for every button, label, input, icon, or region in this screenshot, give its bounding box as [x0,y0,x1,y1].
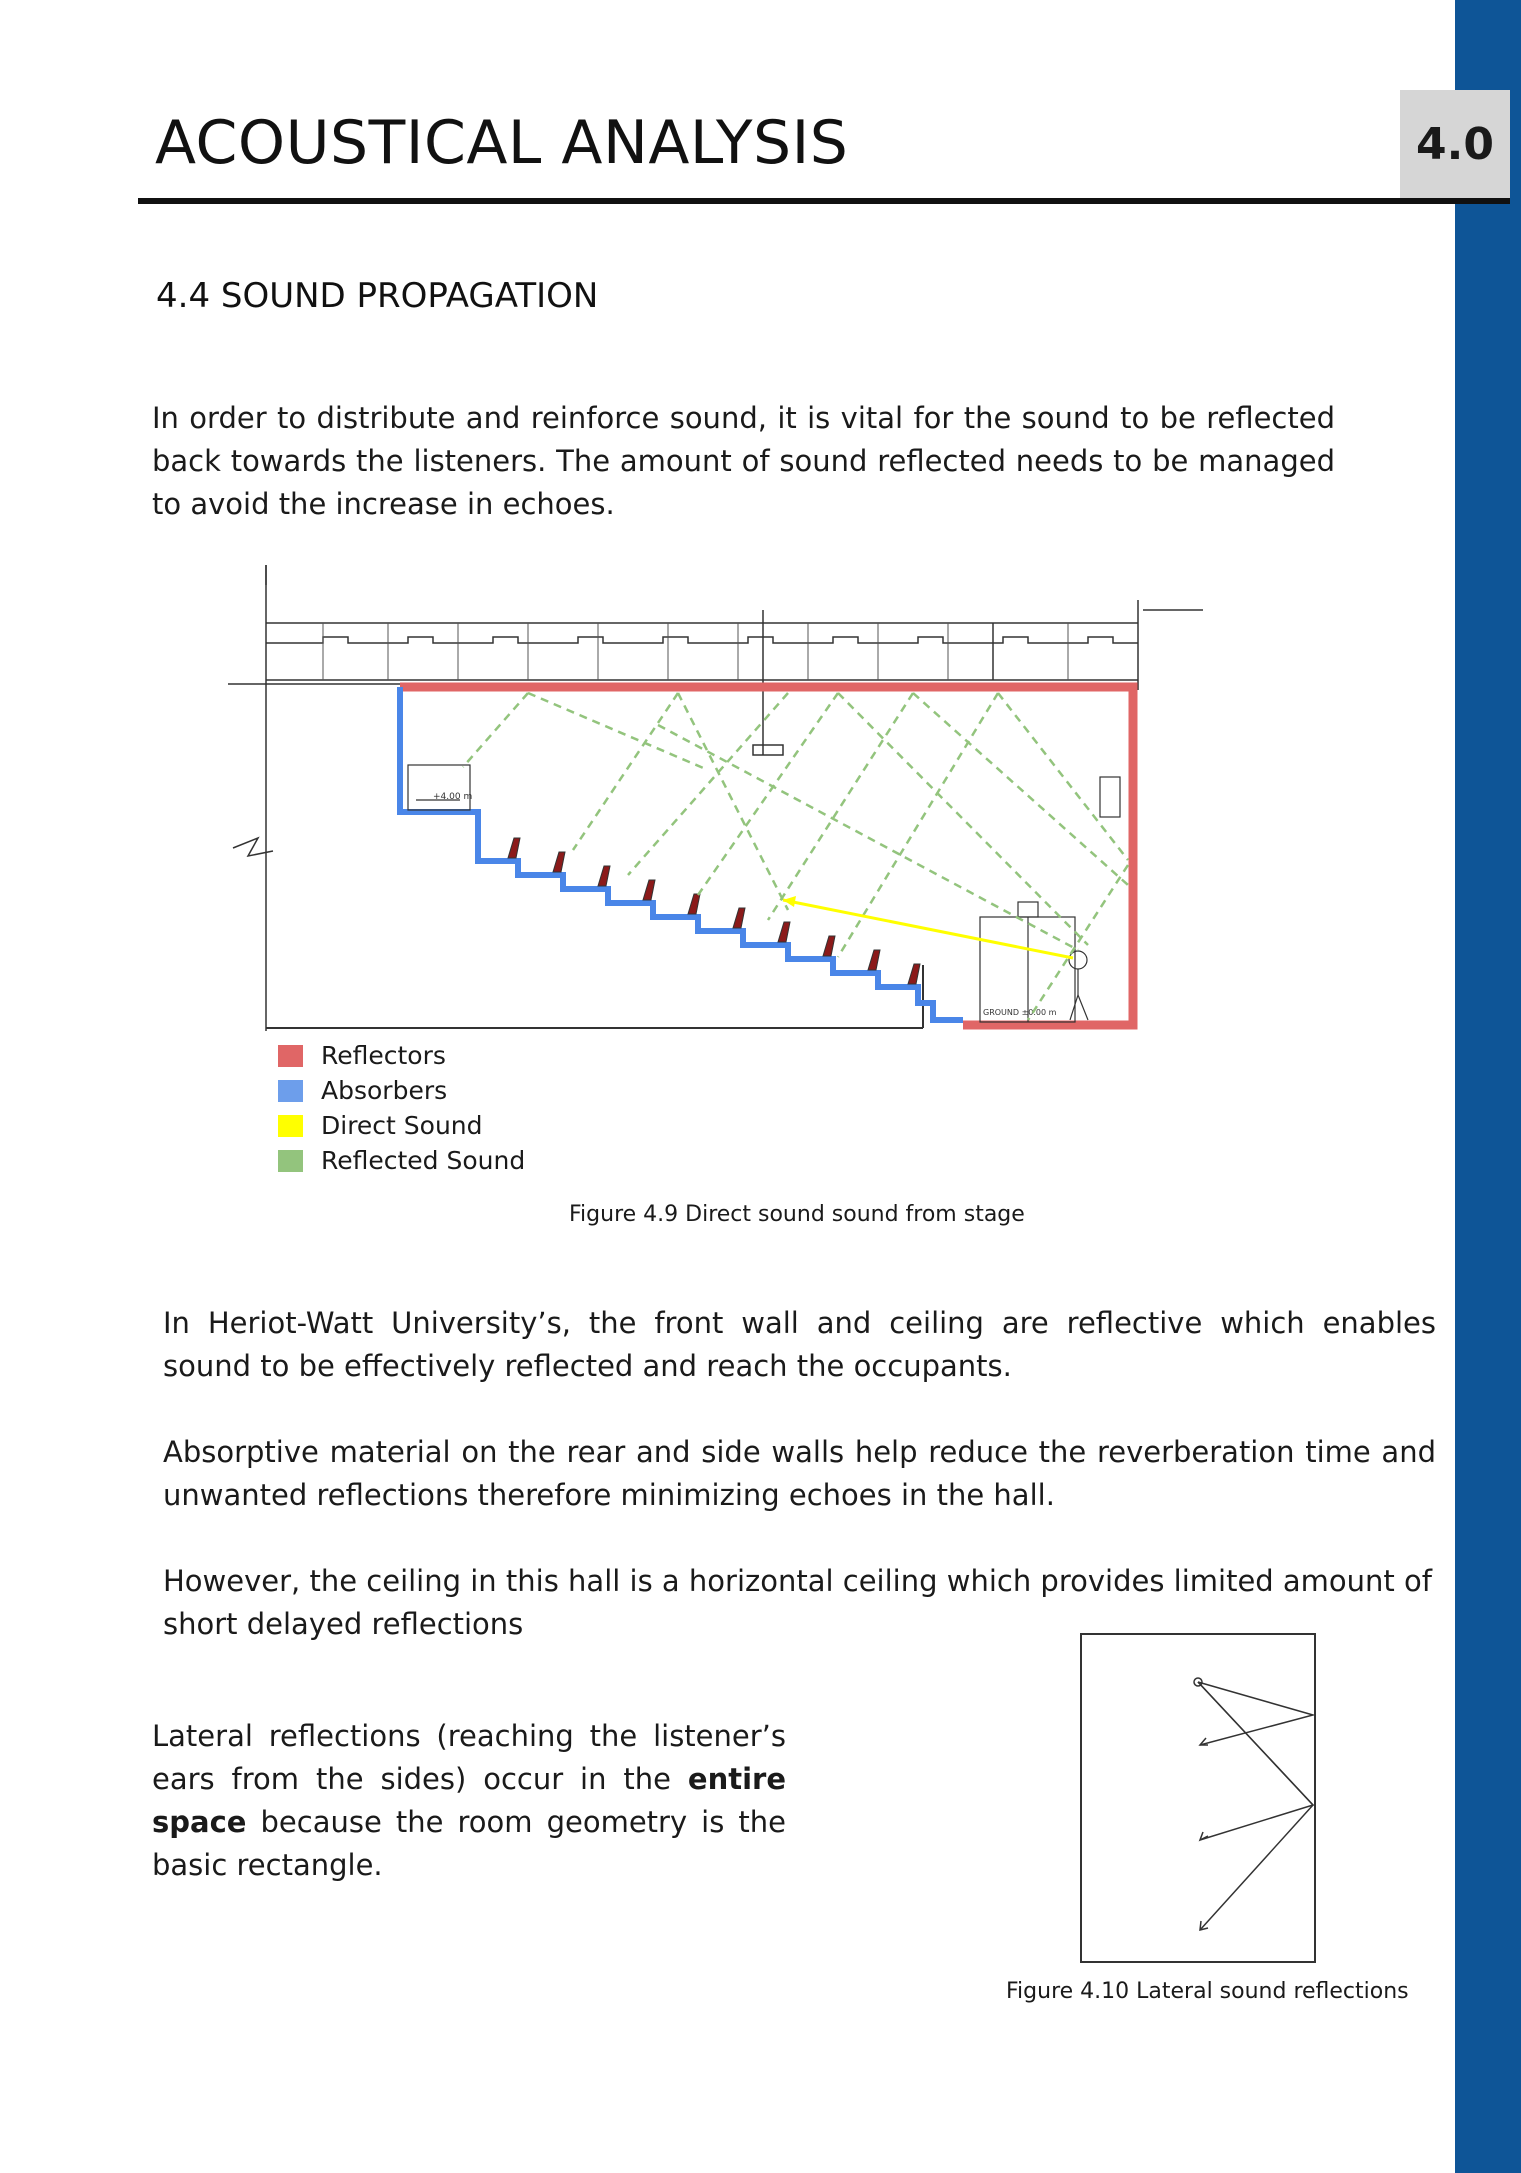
legend-label: Absorbers [321,1076,448,1105]
figure-caption: Figure 4.9 Direct sound sound from stage [569,1202,1025,1227]
legend-item [278,1073,525,1108]
lateral-text-bold: entire space [152,1762,786,1839]
title-divider [138,198,1510,204]
legend-item [278,1143,525,1178]
legend-swatch-reflected [278,1150,303,1172]
figure-caption: Figure 4.10 Lateral sound reflections [1006,1979,1409,2004]
legend-item [278,1108,525,1143]
legend-swatch-reflectors [278,1045,303,1067]
lateral-text-end: because the room geometry is the basic rectangle. [152,1805,786,1882]
figure-legend [278,1038,525,1178]
level-label-upper: +4.00 m [433,792,473,802]
lateral-paragraph [152,1715,786,1887]
section-number-badge: 4.0 [1400,90,1510,198]
legend-label: Direct Sound [321,1111,483,1140]
intro-paragraph: In order to distribute and reinforce sound, it is vital for the sound to be reflected back towards the listeners. The amount of sound reflected needs to be managed to avoid the increase in echoes. [152,401,1335,521]
ceiling-paragraph: However, the ceiling in this hall is a horizontal ceiling which provides limited amount of short delayed reflections [163,1564,1432,1641]
absorptive-paragraph: Absorptive material on the rear and side walls help reduce the reverberation time and unwanted reflections therefore minimizing echoes in the hall. [163,1435,1436,1512]
side-accent-bar [1455,0,1521,2173]
lateral-reflection-diagram [1075,1630,1320,1965]
legend-label: Reflectors [321,1041,446,1070]
hall-section-drawing [228,565,1218,1035]
section-heading: 4.4 SOUND PROPAGATION [156,276,599,316]
lateral-text-start: Lateral reflections (reaching the listener’s ears from the sides) occur in the [152,1719,786,1796]
roof-structure [228,565,1203,1031]
absorber-surface [400,687,963,1020]
room-outline [266,965,923,1028]
front-wall-paragraph: In Heriot-Watt University’s, the front wall and ceiling are reflective which enables sound to be effectively reflected and reach the occupants. [163,1306,1436,1383]
legend-item [278,1038,525,1073]
page-title: ACOUSTICAL ANALYSIS [155,108,849,178]
level-label-ground: GROUND ±0.00 m [983,1008,1057,1017]
legend-swatch-absorbers [278,1080,303,1102]
seat-rows [508,838,920,984]
legend-label: Reflected Sound [321,1146,526,1175]
legend-swatch-direct [278,1115,303,1137]
